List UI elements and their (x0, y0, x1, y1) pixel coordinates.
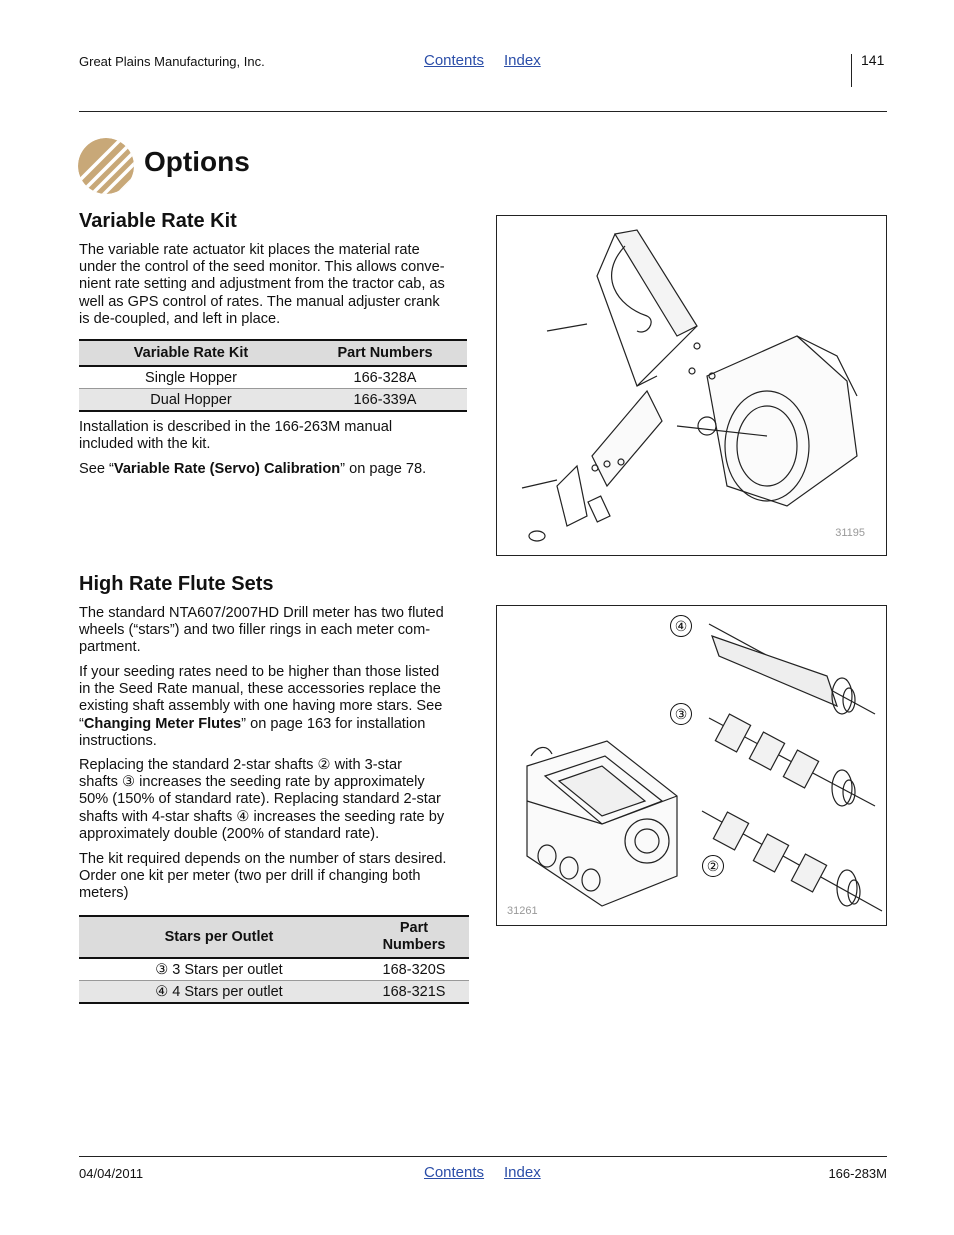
variable-rate-figure (496, 215, 887, 556)
figure-number: 31261 (507, 905, 538, 917)
index-link[interactable]: Index (504, 52, 541, 69)
table-header: Stars per Outlet (79, 916, 359, 958)
contents-link[interactable]: Contents (424, 52, 485, 69)
header-rule (79, 111, 887, 112)
table-header: Part Numbers (303, 340, 467, 366)
variable-rate-table (79, 339, 467, 412)
high-rate-para-1: The standard NTA607/2007HD Drill meter has two fluted wheels (“stars”) and two filler rings in each meter com- partment. (79, 605, 444, 656)
see-calibration-reference: See “Variable Rate (Servo) Calibration” on page 78. (79, 461, 427, 477)
table-header: Part Numbers (359, 916, 469, 958)
high-rate-para-4: The kit required depends on the number of stars desired. Order one kit per meter (two per drill if changing both meters) (79, 851, 447, 902)
variable-rate-heading: Variable Rate Kit (79, 210, 237, 232)
page-number: 141 (861, 52, 885, 68)
section-title: Options (144, 146, 250, 177)
table-header: Variable Rate Kit (79, 340, 303, 366)
actuator-illustration (497, 216, 886, 555)
great-plains-logo-icon (77, 137, 135, 195)
header-divider (851, 54, 852, 87)
three-star-shaft (709, 714, 875, 806)
calibration-link-text: Variable Rate (Servo) Calibration (113, 461, 341, 477)
flute-shafts-figure (496, 605, 887, 926)
flute-sets-table (79, 915, 469, 1004)
footer-doc-number: 166-283M (828, 1166, 887, 1181)
footer-index-link[interactable]: Index (504, 1164, 541, 1181)
high-rate-heading: High Rate Flute Sets (79, 573, 274, 595)
callout-three-stars: ③ (670, 703, 692, 725)
high-rate-para-2: If your seeding rates need to be higher than those listed in the Seed Rate manual, these accessories replace the existing shaft assembly with one having more stars. See “Changing Meter Flutes” on page 163 for installation instructions. (79, 664, 443, 749)
variable-rate-intro: The variable rate actuator kit places the material rate under the control of the seed monitor. This allows conve- nient rate setting and adjustment from the tractor cab, as well as GPS control of rates. The manual adjuster crank is de-coupled, and left in place. (79, 242, 445, 327)
company-name: Great Plains Manufacturing, Inc. (79, 54, 265, 69)
table-row: Single Hopper 166-328A (79, 366, 467, 389)
table-row: ③ 3 Stars per outlet 168-320S (79, 958, 469, 981)
flute-shafts-illustration (497, 606, 886, 925)
high-rate-para-3: Replacing the standard 2-star shafts ② with 3-star shafts ③ increases the seeding rate by approximately 50% (150% of standard rate). Replacing standard 2-star shafts with 4-star shafts ④ increases the seeding rate by approximately double (200% of standard rate). (79, 757, 445, 842)
four-star-shaft (709, 624, 875, 714)
footer-date: 04/04/2011 (79, 1166, 144, 1181)
callout-four-stars: ④ (670, 615, 692, 637)
two-star-shaft (702, 811, 882, 911)
seed-meter-housing (527, 741, 677, 906)
installation-note: Installation is described in the 166-263M manual included with the kit. (79, 419, 393, 453)
footer-contents-link[interactable]: Contents (424, 1164, 485, 1181)
table-row: ④ 4 Stars per outlet 168-321S (79, 981, 469, 1004)
figure-number: 31195 (835, 527, 865, 539)
footer-rule (79, 1156, 887, 1157)
callout-two-stars: ② (702, 855, 724, 877)
changing-flutes-link-text: Changing Meter Flutes (83, 715, 242, 732)
table-row: Dual Hopper 166-339A (79, 389, 467, 412)
